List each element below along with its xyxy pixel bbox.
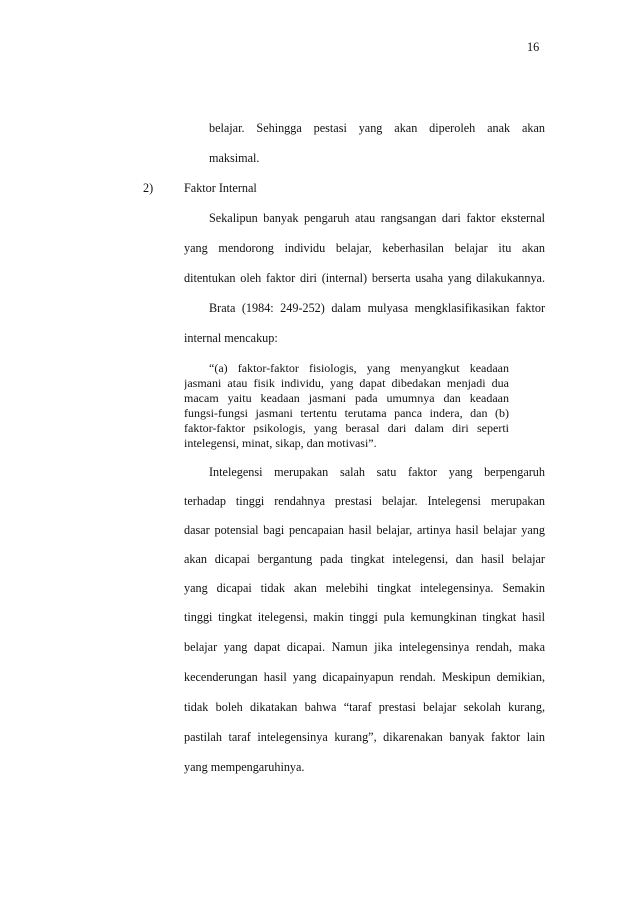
text-line: Brata (1984: 249-252) dalam mulyasa mengklasifikasikan faktor [209,301,545,315]
page-number: 16 [527,40,540,54]
quote-line: intelegensi, minat, sikap, dan motivasi”. [184,436,377,450]
text-line: terhadap tinggi rendahnya prestasi belajar. Intelegensi merupakan [184,494,545,508]
text-line: maksimal. [209,151,260,165]
text-line: yang mempengaruhinya. [184,760,305,774]
text-line: tinggi tingkat itelegensi, makin tinggi pula kemungkinan tingkat hasil [184,610,545,624]
text-line: belajar. Sehingga pestasi yang akan diperoleh anak akan [209,121,545,135]
quote-line: macam yaitu keadaan jasmani pada umumnya dan keadaan [184,391,509,405]
quote-line: faktor-faktor psikologis, yang berasal dari dalam diri seperti [184,421,509,435]
text-line: Intelegensi merupakan salah satu faktor yang berpengaruh [209,465,545,479]
text-line: kecenderungan hasil yang dicapainyapun rendah. Meskipun demikian, [184,670,545,684]
text-line: tidak boleh dikatakan bahwa “taraf prestasi belajar sekolah kurang, [184,700,545,714]
text-line: dasar potensial bagi pencapaian hasil belajar, artinya hasil belajar yang [184,523,545,537]
quote-line: jasmani atau fisik individu, yang dapat dibedakan menjadi dua [184,376,509,390]
text-line: ditentukan oleh faktor diri (internal) berserta usaha yang dilakukannya. [184,271,545,285]
text-line: yang dicapai tidak akan melebihi tingkat intelegensinya. Semakin [184,581,545,595]
quote-line: fungsi-fungsi jasmani tertentu terutama panca indera, dan (b) [184,406,509,420]
text-line: yang mendorong individu belajar, keberhasilan belajar itu akan [184,241,545,255]
text-line: akan dicapai bergantung pada tingkat intelegensi, dan hasil belajar [184,552,545,566]
quote-line: “(a) faktor-faktor fisiologis, yang menyangkut keadaan [209,361,509,375]
text-line: belajar yang dapat dicapai. Namun jika intelegensinya rendah, maka [184,640,545,654]
section-heading: Faktor Internal [184,181,257,195]
text-line: Sekalipun banyak pengaruh atau rangsangan dari faktor eksternal [209,211,545,225]
text-line: pastilah taraf intelegensinya kurang”, dikarenakan banyak faktor lain [184,730,545,744]
text-line: internal mencakup: [184,331,278,345]
section-number: 2) [143,181,154,195]
